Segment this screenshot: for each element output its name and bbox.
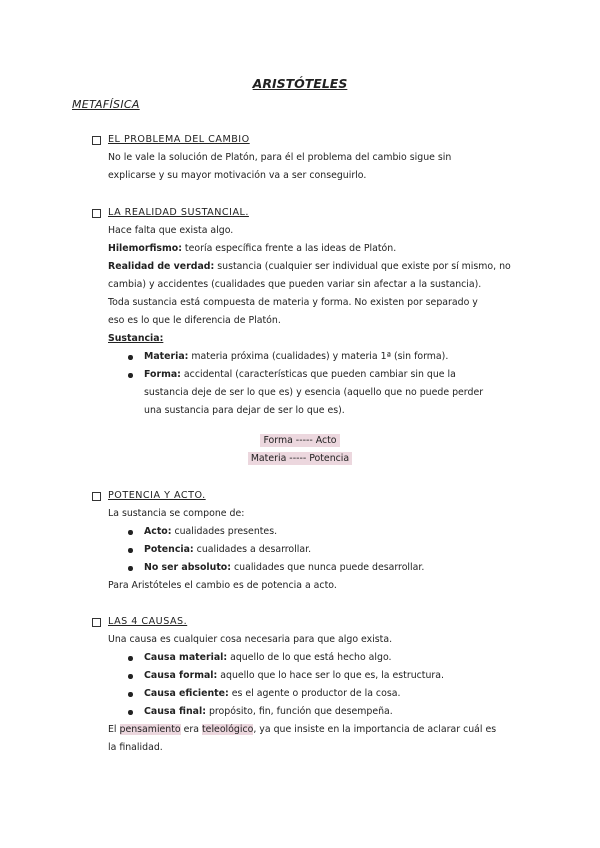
term: Materia: bbox=[144, 351, 189, 362]
checkbox[interactable] bbox=[92, 209, 101, 218]
highlighted-word: teleológico bbox=[202, 724, 254, 735]
text-line: cambia) y accidentes (cualidades que pueden variar sin afectar a la sustancia). bbox=[108, 279, 482, 290]
list-item bbox=[108, 366, 532, 384]
checkbox[interactable] bbox=[92, 136, 101, 145]
text-line: eso es lo que le diferencia de Platón. bbox=[108, 315, 281, 326]
section-cuatro-causas bbox=[92, 613, 532, 757]
text-line: Para Aristóteles el cambio es de potencia a acto. bbox=[108, 580, 337, 591]
list-item bbox=[108, 541, 532, 559]
section-body bbox=[92, 149, 532, 185]
checkbox[interactable] bbox=[92, 492, 101, 501]
term: Forma: bbox=[144, 369, 181, 380]
section-potencia-acto bbox=[92, 487, 532, 595]
bullet-list bbox=[108, 649, 532, 721]
definition: aquello que lo hace ser lo que es, la estructura. bbox=[217, 670, 444, 681]
list-item bbox=[108, 348, 532, 366]
highlight-line: Forma ----- Acto bbox=[260, 434, 339, 447]
text-line: la finalidad. bbox=[108, 742, 163, 753]
text-line: Toda sustancia está compuesta de materia y forma. No existen por separado y bbox=[108, 297, 478, 308]
text-line: No le vale la solución de Platón, para él el problema del cambio sigue sin bbox=[108, 152, 452, 163]
term: Causa eficiente: bbox=[144, 688, 229, 699]
term: Causa material: bbox=[144, 652, 228, 663]
list-item bbox=[108, 703, 532, 721]
page-title: ARISTÓTELES bbox=[252, 76, 348, 91]
list-item bbox=[108, 523, 532, 541]
text-line: sustancia deje de ser lo que es) y esencia (aquello que no puede perder bbox=[144, 387, 484, 398]
text-run: , ya que insiste en la importancia de aclarar cuál es bbox=[253, 724, 497, 735]
list-item bbox=[108, 649, 532, 667]
definition: materia próxima (cualidades) y materia 1ª (sin forma). bbox=[188, 351, 449, 362]
highlighted-word: pensamiento bbox=[119, 724, 181, 735]
term: Causa formal: bbox=[144, 670, 218, 681]
term: Realidad de verdad: bbox=[108, 261, 215, 272]
list-item bbox=[108, 667, 532, 685]
text-run: era bbox=[180, 724, 202, 735]
list-item bbox=[108, 685, 532, 703]
text-line bbox=[108, 258, 532, 276]
text-line: Hace falta que exista algo. bbox=[108, 225, 234, 236]
definition: cualidades presentes. bbox=[171, 526, 278, 537]
section-subtitle: METAFÍSICA bbox=[72, 98, 140, 111]
checkbox[interactable] bbox=[92, 618, 101, 627]
term: No ser absoluto: bbox=[144, 562, 231, 573]
section-header bbox=[92, 613, 532, 631]
definition: cualidades a desarrollar. bbox=[193, 544, 312, 555]
text-line: La sustancia se compone de: bbox=[108, 508, 245, 519]
subheading: Sustancia: bbox=[108, 333, 164, 344]
definition: propósito, fin, función que desempeña. bbox=[205, 706, 393, 717]
highlight-box bbox=[0, 432, 600, 468]
list-item bbox=[108, 559, 532, 577]
definition: aquello de lo que está hecho algo. bbox=[227, 652, 392, 663]
definition: accidental (características que pueden cambiar sin que la bbox=[180, 369, 456, 380]
section-heading: LAS 4 CAUSAS. bbox=[108, 616, 188, 627]
bullet-list bbox=[108, 348, 532, 384]
section-realidad-sustancial bbox=[92, 204, 532, 420]
section-heading: LA REALIDAD SUSTANCIAL. bbox=[108, 207, 249, 218]
term: Potencia: bbox=[144, 544, 194, 555]
term: Acto: bbox=[144, 526, 172, 537]
section-body bbox=[92, 222, 532, 420]
section-header bbox=[92, 204, 532, 222]
highlight-line: Materia ----- Potencia bbox=[248, 452, 352, 465]
term: Hilemorfismo: bbox=[108, 243, 182, 254]
definition: cualidades que nunca puede desarrollar. bbox=[231, 562, 425, 573]
text-line bbox=[108, 240, 532, 258]
term: Causa final: bbox=[144, 706, 206, 717]
section-body bbox=[92, 631, 532, 757]
text-line: explicarse y su mayor motivación va a ser conseguirlo. bbox=[108, 170, 367, 181]
section-body bbox=[92, 505, 532, 595]
section-header bbox=[92, 131, 532, 149]
text-line: Una causa es cualquier cosa necesaria para que algo exista. bbox=[108, 634, 393, 645]
text-line bbox=[108, 721, 532, 739]
text-run: El bbox=[108, 724, 120, 735]
bullet-list bbox=[108, 523, 532, 577]
definition: sustancia (cualquier ser individual que existe por sí mismo, no bbox=[214, 261, 511, 272]
section-header bbox=[92, 487, 532, 505]
section-heading: EL PROBLEMA DEL CAMBIO bbox=[108, 134, 250, 145]
definition: teoría específica frente a las ideas de Platón. bbox=[181, 243, 397, 254]
definition: es el agente o productor de la cosa. bbox=[228, 688, 401, 699]
section-problema-cambio bbox=[92, 131, 532, 185]
text-line: una sustancia para dejar de ser lo que es). bbox=[144, 405, 345, 416]
section-heading: POTENCIA Y ACTO. bbox=[108, 490, 206, 501]
